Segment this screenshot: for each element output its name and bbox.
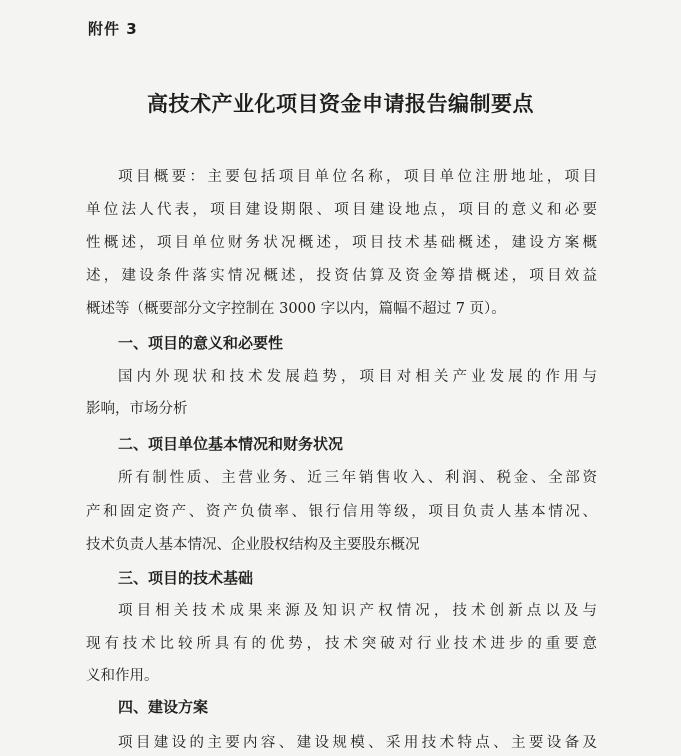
overview-line: 概述等（概要部分文字控制在 3000 字以内，篇幅不超过 7 页）。 bbox=[86, 301, 506, 317]
section-line: 产和固定资产、资产负债率、银行信用等级，项目负责人基本情况、 bbox=[86, 504, 597, 520]
document-title: 高技术产业化项目资金申请报告编制要点 bbox=[147, 91, 534, 116]
section-line: 现有技术比较所具有的优势，技术突破对行业技术进步的重要意 bbox=[86, 636, 597, 652]
overview-line: 项目概要：主要包括项目单位名称，项目单位注册地址，项目 bbox=[118, 169, 597, 185]
section-line: 技术负责人基本情况、企业股权结构及主要股东概况 bbox=[86, 537, 420, 553]
overview-line: 述，建设条件落实情况概述，投资估算及资金筹措概述，项目效益 bbox=[86, 268, 597, 284]
section-line: 国内外现状和技术发展趋势，项目对相关产业发展的作用与 bbox=[118, 369, 597, 385]
section-line: 义和作用。 bbox=[86, 668, 159, 684]
overview-line: 单位法人代表，项目建设期限、项目建设地点，项目的意义和必要 bbox=[86, 202, 597, 218]
section-line: 影响，市场分析 bbox=[86, 401, 188, 417]
attachment-label: 附件 3 bbox=[88, 20, 138, 38]
section-line: 所有制性质、主营业务、近三年销售收入、利润、税金、全部资 bbox=[118, 470, 597, 486]
section-heading: 四、建设方案 bbox=[118, 698, 209, 716]
section-line: 项目建设的主要内容、建设规模、采用技术特点、主要设备及 bbox=[118, 735, 597, 751]
section-line: 项目相关技术成果来源及知识产权情况，技术创新点以及与 bbox=[118, 603, 597, 619]
section-heading: 二、项目单位基本情况和财务状况 bbox=[118, 435, 344, 453]
section-heading: 一、项目的意义和必要性 bbox=[118, 334, 284, 352]
section-heading: 三、项目的技术基础 bbox=[118, 569, 254, 587]
overview-line: 性概述，项目单位财务状况概述，项目技术基础概述，建设方案概 bbox=[86, 235, 597, 251]
